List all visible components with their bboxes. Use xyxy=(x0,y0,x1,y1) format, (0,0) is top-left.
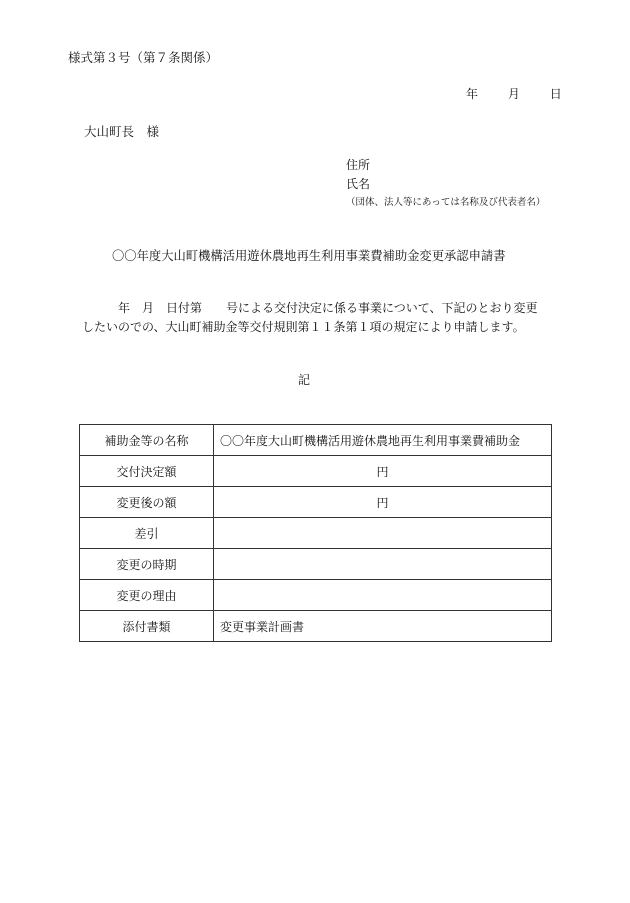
table-row xyxy=(80,487,552,518)
form-number: 様式第３号（第７条関係） xyxy=(68,50,219,65)
addressee: 大山町長 様 xyxy=(84,124,160,139)
document-title: 〇〇年度大山町機構活用遊休農地再生利用事業費補助金変更承認申請書 xyxy=(112,249,506,263)
date-month-label: 月 xyxy=(507,87,520,101)
row-label: 添付書類 xyxy=(80,611,214,642)
details-table xyxy=(79,424,552,642)
date-day-label: 日 xyxy=(549,87,562,101)
date-line xyxy=(466,85,562,102)
row-label: 変更の時期 xyxy=(80,549,214,580)
row-value xyxy=(214,580,552,611)
table-row xyxy=(80,518,552,549)
row-value: 円 xyxy=(214,487,552,518)
row-value: 変更事業計画書 xyxy=(214,611,552,642)
row-label: 交付決定額 xyxy=(80,456,214,487)
row-label: 変更の理由 xyxy=(80,580,214,611)
row-value: 〇〇年度大山町機構活用遊休農地再生利用事業費補助金 xyxy=(214,425,552,456)
row-value: 円 xyxy=(214,456,552,487)
table-row xyxy=(80,456,552,487)
ki-heading: 記 xyxy=(298,373,311,387)
row-value xyxy=(214,549,552,580)
applicant-note: （団体、法人等にあっては名称及び代表者名） xyxy=(346,197,546,208)
row-label: 差引 xyxy=(80,518,214,549)
table-row xyxy=(80,580,552,611)
body-text-line-1: 年 月 日付第 号による交付決定に係る事業について、下記のとおり変更 xyxy=(118,301,538,315)
table-row xyxy=(80,549,552,580)
body-text-line-2: したいのでの、大山町補助金等交付規則第１１条第１項の規定により申請します。 xyxy=(82,320,525,334)
row-label: 補助金等の名称 xyxy=(80,425,214,456)
address-label: 住所 xyxy=(346,158,371,172)
table-row xyxy=(80,611,552,642)
row-value xyxy=(214,518,552,549)
date-year-label: 年 xyxy=(466,87,479,101)
row-label: 変更後の額 xyxy=(80,487,214,518)
table-row xyxy=(80,425,552,456)
name-label: 氏名 xyxy=(346,177,371,191)
